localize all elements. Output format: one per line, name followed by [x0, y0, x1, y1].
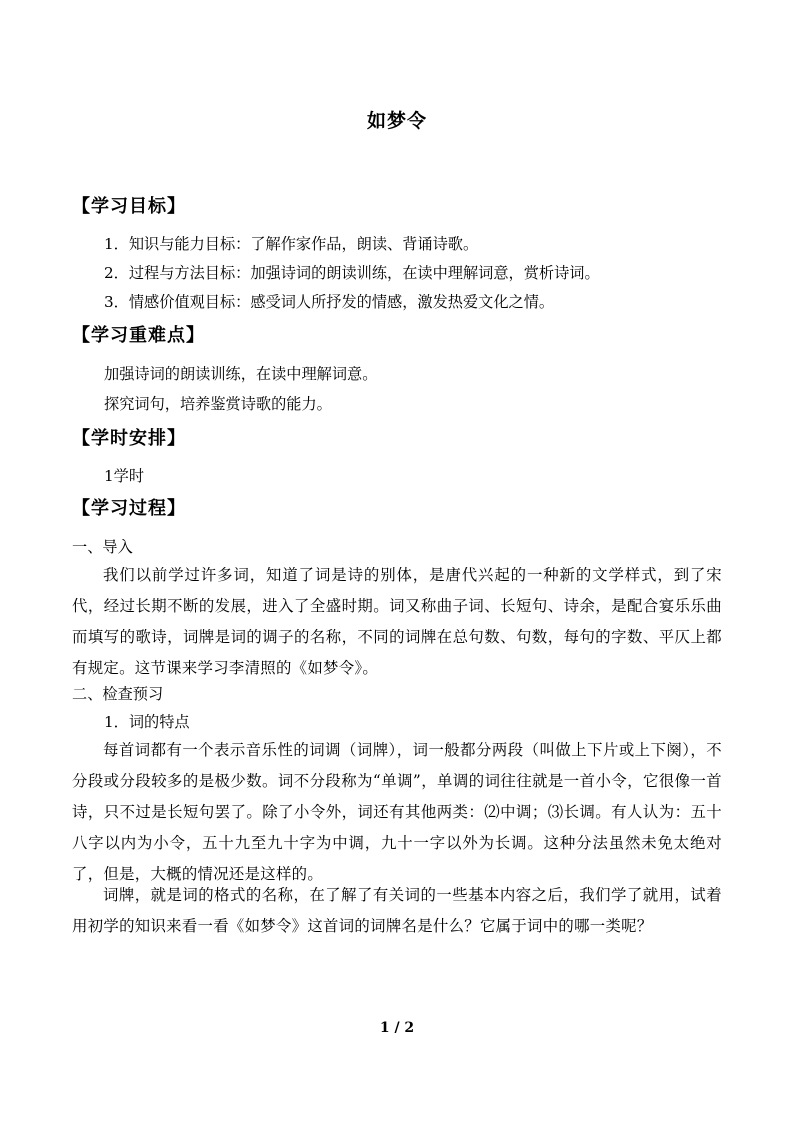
preview-sub-label: 1．词的特点 [104, 713, 190, 731]
preview-paragraph-1: 每首词都有一个表示音乐性的词调（词牌），词一般都分两段（叫做上下片或上下阕），不分段或分段较多的是极少数。词不分段称为“单调”，单调的词往往就是一首小令，它很像一首诗，只不过是长短句罢了。除了小令外，词还有其他两类：⑵中调；⑶长调。有人认为：五十八字以内为小令，五十九至九十字为中调，九十一字以外为长调。这种分法虽然未免太绝对了，但是，大概的情况还是这样的。 [72, 741, 722, 883]
heading-learning-process: 【学习过程】 [72, 498, 186, 519]
intro-paragraph: 我们以前学过许多词，知道了词是诗的别体，是唐代兴起的一种新的文学样式，到了宋代，经过长期不断的发展，进入了全盛时期。词又称曲子词、长短句、诗余，是配合宴乐乐曲而填写的歌诗，词牌是词的调子的名称，不同的词牌在总句数、句数，每句的字数、平仄上都有规定。这节课来学习李清照的《如梦令》。 [72, 566, 722, 677]
key-point-2: 探究词句，培养鉴赏诗歌的能力。 [104, 395, 332, 413]
goal-item-3: 3．情感价值观目标：感受词人所抒发的情感，激发热爱文化之情。 [104, 293, 555, 311]
schedule-text: 1学时 [104, 467, 145, 485]
section-intro-label: 一、导入 [72, 538, 133, 556]
heading-learning-goals: 【学习目标】 [72, 196, 186, 217]
heading-schedule: 【学时安排】 [72, 428, 186, 449]
goal-item-1: 1．知识与能力目标：了解作家作品，朗读、背诵诗歌。 [104, 235, 479, 253]
document-title: 如梦令 [366, 110, 427, 132]
section-preview-label: 二、检查预习 [72, 685, 164, 703]
heading-key-points: 【学习重难点】 [72, 325, 205, 346]
preview-paragraph-2: 词牌，就是词的格式的名称，在了解了有关词的一些基本内容之后，我们学了就用，试着用初学的知识来看一看《如梦令》这首词的词牌名是什么？它属于词中的哪一类呢？ [72, 886, 722, 935]
key-point-1: 加强诗词的朗读训练，在读中理解词意。 [104, 365, 378, 383]
goal-item-2: 2．过程与方法目标：加强诗词的朗读训练，在读中理解词意，赏析诗词。 [104, 264, 600, 282]
page-number: 1 / 2 [379, 1020, 415, 1036]
